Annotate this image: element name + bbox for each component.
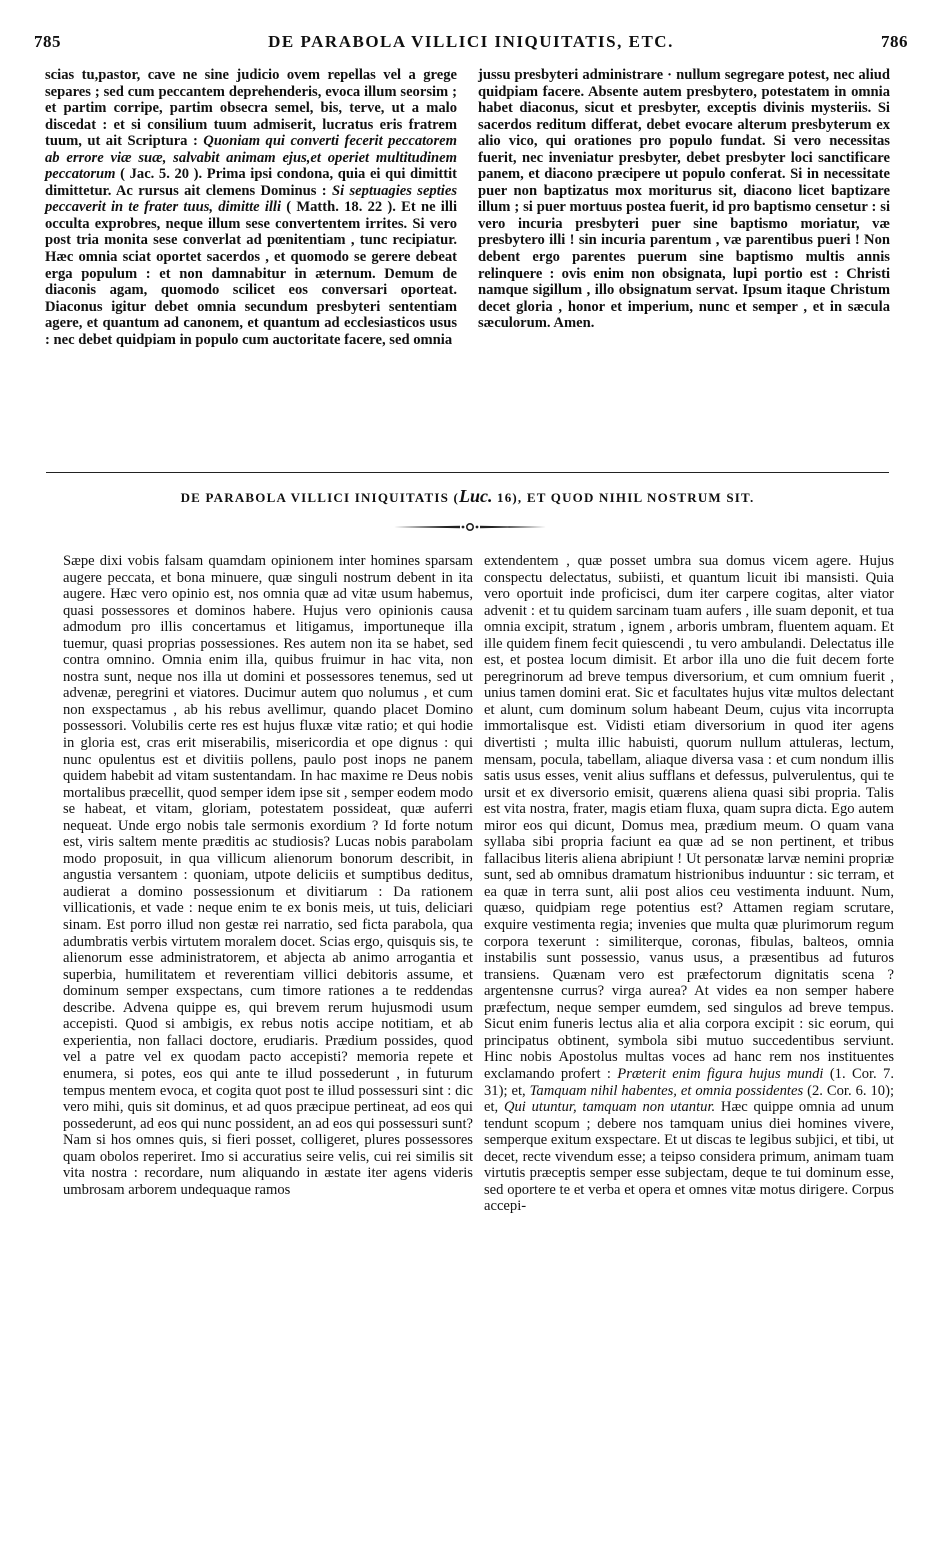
paragraph [45, 67, 457, 348]
running-header [34, 32, 908, 58]
text-span: ( Matth. 18. 22 ). Et ne illi occulta exprobres, neque illum sese convertentem irrites. Si vero post tria monita sese converlat ad pœnitentiam , tunc recipiatur. Hæc omnia sciat oportet sacerdos , et quomodo se gerere debeat erga populum : et non damnabitur in æternum. Demum de diaconis agam, quomodo scilicet eos conversari oporteat. Diaconus igitur debet omnia secundum presbyteri sententiam agere, et quantum ad canonem, et quantum ad ecclesiasticos usus : nec debet quidpiam in populo cum auctoritate facere, sed omnia [45, 199, 457, 348]
text-span: ( Jac. 5. 20 ). Prima ipsi condona, quia ei qui dimittit dimittetur. Ac rursus ait clemens Dominus : [45, 166, 457, 199]
text-span: (1. Cor. 7. 31); et, [484, 1065, 894, 1099]
page-number-left: 785 [34, 32, 61, 51]
running-title: DE PARABOLA VILLICI INIQUITATIS, ETC. [268, 32, 674, 51]
paragraph [484, 553, 894, 1215]
section-title [46, 486, 889, 507]
column-top-right [478, 67, 890, 332]
line-ornament-icon [390, 520, 550, 534]
column-bottom-right [484, 553, 894, 1215]
scripture-quote: Tamquam nihil habentes, et omnia possidentes [529, 1082, 804, 1099]
section-divider [46, 472, 889, 473]
scripture-quote: Si septuagies septies peccaverit in te frater tuus, dimitte illi [45, 182, 457, 216]
text-span: extendentem , quæ posset umbra sua domus vicem agere. Hujus conspectu delectatus, subiisti, et quantum licuit ibi mansisti. Quia vero oportuit inde proficisci, dum iter carpere cogitas, alter viator advenit : et tu quidem sarcinam tuam aufers , ille suam deponit, et tua omnia excipit, stratum , ignem , arboris umbram, fluentem aquam. Et ille quidem finem fecit quiescendi , tu vero ambulandi. Delectatus ille est, et postea locum dimisit. Et arbor illa uno die fuit decem forte peregrinorum ad breve tempus diversorium, et cum omnium fuerit , unius tamen domini erat. Sic et facultates hujus vitæ multos delectant et alunt, cum dominum solum habeant Deum, cujus vita incorrupta immortalisque est. Vidisti etiam diversorium in quod iter agens divertisti ; multa illic habuisti, quorum nullum attuleras, lectum, mensam, pocula, tabellam, aliaque diversa vasa : et cum nondum illis satis usus esses, venit alius sufflans et defessus, pulverulentus, qui te ursit et ex diversorio emisit, quærens aliena quasi sibi propria. Talis est vita nostra, frater, magis etiam fluxa, quam supra dicta. Ego autem miror eos qui dicunt, Domus mea, prædium meum. O quam vana syllaba sibi propria faciunt ea quæ ad se non pertinent, et tribus fallacibus literis aliena abripiunt ! Ut personatæ larvæ nemini propriæ sunt, sed ab omnibus dramatum histrionibus induuntur : sic terram, et ea quæ in terra sunt, alii post alios ceu vestimenta induunt. Num, quæso, quidpiam rege potentius est? Attamen regiam scrutare, exquire vestimenta regia; invenies que multa quæ plurimorum regum corpora texerunt : similiterque, coronas, fibulas, balteos, omnia instabilis sunt possessio, vanus usus, a præsentibus ad futuros transiens. Quænam vero est præfectorum dignitatis scena ? argentensne currus? virga aurea? At vides ea non semper habere præfectum, neque semper eumdem, sed singulos ad breve tempus. Sicut enim funeris lectus alia et alia corpora excipit : sic eorum, qui principatus obtinent, symbola sibi mutuo succedentibus serviunt. Hinc nobis Apostolus multas voces ad hanc rem nos instituentes exclamando profert : [484, 553, 894, 1082]
column-top-left [45, 67, 457, 348]
scripture-quote: Præterit enim figura hujus mundi [617, 1065, 824, 1082]
section-title-part: DE PARABOLA VILLICI INIQUITATIS ( [180, 490, 460, 505]
scripture-quote: Qui utuntur, tamquam non utantur. [503, 1099, 716, 1116]
scripture-quote: Quoniam qui converti fecerit peccatorem ab errore viæ suæ, salvabit animam ejus,et operiet multitudinem peccatorum [45, 133, 457, 183]
page-number-right: 786 [881, 32, 908, 51]
text-span: scias tu,pastor, cave ne sine judicio ovem repellas vel a grege separes ; sed cum peccantem deprehenderis, evoca illum seorsim ; et partim corripe, partim obsecra semel, bis, terve, ut a malo discedat : et si consilium tuum admiserit, lucratus eris fratrem tuum, ut ait Scriptura : [45, 67, 457, 150]
column-bottom-left [63, 553, 473, 1198]
text-span: Hæc quippe omnia ad unum tendunt scopum ; debere nos tamquam unius diei homines vivere, semperque exitum exspectare. Et ut discas te legibus subjici, et tibi, ut decet, recte vivendum esse; a teipso considera primum, animam tuam virtutis præceptis semper esse subjectam, deque te tui dominum esse, sed oportere te et verba et opera et omnes vitæ motus dirigere. Corpus accepi- [484, 1099, 894, 1215]
section-title-reference: Luc. [459, 486, 493, 506]
paragraph: Sæpe dixi vobis falsam quamdam opinionem inter homines sparsam augere peccata, et bona minuere, quæ singuli nostrum debent in ita augere. Hæc vero opinio est, nos omnia quæ ad vitæ usum habemus, quasi possessores et dominos habere. Hujus vero opinionis causa admodum pro illis concertamus et litigamus, importuneque illa tuemur, quasi proprias possessiones. Res autem non ita se habet, sed contra omnino. Omnia enim illa, quibus fruimur in hac vita, non nostra sunt, neque nos illa ut domini et possessores tenemus, sed ut advenæ, peregrini et viatores. Ducimur autem quo nolumus , et cum non exspectamus , ab his rebus avellimur, quando placet Domino possessori. Volubilis certe res est hujus fluxæ vitæ ratio; et qui hodie in gloria est, cras erit miserabilis, misericordia et ope dignus : qui nunc opulentus est et divitiis pollens, paulo post inops ne panem quidem habebit ad vitam sustentandam. In hac maxime re Deus nobis mortalibus præcellit, quod semper idem ipse sit , semper eodem modo se habeat, et vitam, gloriam, potestatem possideat, quæ auferri nequeat. Unde ergo nobis tale sermonis exordium ? Id forte notum est, viris saltem mente præditis ac studiosis? Lucas nobis parabolam modo proposuit, in qua villicum alienorum bonorum describit, in angustia versantem : quoniam, utpote deliciis et sumptibus deditus, audierat a domino possessionum et divitiarum : Da rationem villicationis, et vade : neque enim te ex bonis meis, ut tuis, deliciari sinam. Est porro illud non gestæ rei narratio, sed ficta parabola, qua adumbratis verbis virtutem moralem docet. Scias ergo, quisquis sis, te alienorum esse administratorem, et abjecta ab animo arrogantia et superbia, humilitatem et reverentiam villici debitoris assume, et dominum semper exspectans, cum timore rationes a te reddendas describe. Advena quippe es, qui brevem rerum hujusmodi usum accepisti. Quod si ambigis, ex rebus notis accipe notitiam, et ab experientia, non fallaci doctore, erudiaris. Prædium possides, quod vel a patre vel ex quodam pacto accepisti? memoria repete et enumera, si potes, eos qui ante te illud possederunt , in futurum tempus mentem evoca, et cogita quot post te illud possessuri sint : dic vero mihi, quis sit dominus, et ad quos præcipue pertineat, ad eos qui possederunt, ad eos qui nunc possident, an ad eos qui possessuri sunt? Nam si hos omnes quis, si fieri posset, colligeret, plures possessores quam obolos reperiret. Imo si accuratius seire velis, cui rei similis sit vita nostra : recordare, num aliquando in æstate iter agens videris umbrosam arborem undequaque ramos [63, 553, 473, 1198]
paragraph: jussu presbyteri administrare · nullum segregare potest, nec aliud quidpiam facere. Absente autem presbytero, potestatem in omnia habet diaconus, sicut et presbyter, exceptis divinis mysteriis. Si sacerdos reditum differat, debet evocare alterum presbyterum ex alio vico, qui orationes pro populo fundat. Si vero necessitas fuerit, nec inveniatur presbyter, debet presbyter loci sanctificare panem, et diacono præcipere ut populo conferat. Si in necessitate puer non baptizatus mox moriturus sit, diacono licet baptizare illum ; si puer mortuus postea fuerit, id pro baptismo censetur : si vero incuria presbyteri puer sine baptismo moriatur, væ presbytero illi ! sin incuria parentum , væ parentibus pueri ! Non debent ergo parentes puerum sine baptismo multis annis relinquere : ovis enim non obsignata, lupi portio est : Christi namque sigillum , illo obsignatum servat. Ipsum itaque Christum decet gloria , honor et imperium, nunc et semper , et in sæcula sæculorum. Amen. [478, 67, 890, 332]
text-span: (2. Cor. 6. 10); et, [484, 1082, 894, 1116]
section-title-part: 16), ET QUOD NIHIL NOSTRUM SIT. [492, 490, 755, 505]
